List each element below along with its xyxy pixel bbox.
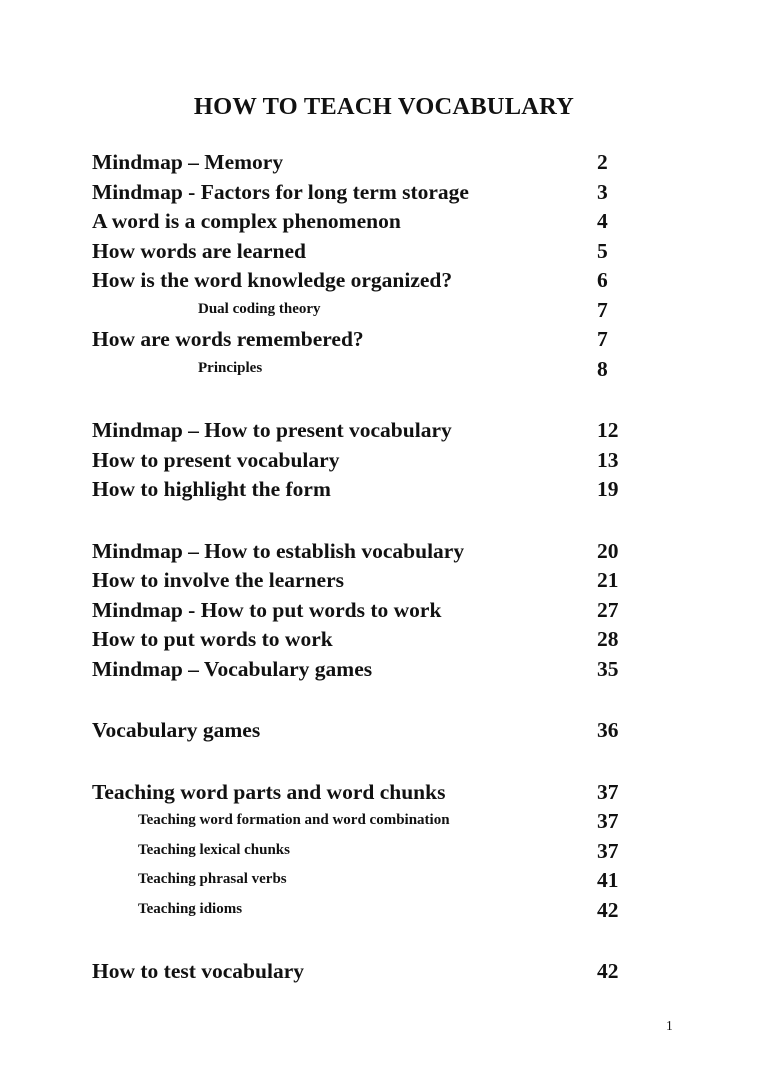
toc-entry-label: Teaching lexical chunks [138, 841, 290, 858]
toc-entry-page: 37 [597, 838, 619, 863]
toc-row [92, 207, 708, 237]
toc-entry-label: How is the word knowledge organized? [92, 268, 453, 292]
toc-row [92, 296, 708, 326]
toc-entry-page: 6 [597, 268, 608, 292]
toc-entry-label: Mindmap - Factors for long term storage [92, 179, 469, 204]
toc-entry-label: Teaching phrasal verbs [138, 871, 287, 887]
toc-row [92, 596, 708, 626]
toc-entry-page: 35 [597, 656, 619, 681]
toc-entry-page: 5 [597, 238, 608, 263]
toc-row [92, 957, 708, 987]
toc-entry-page: 42 [597, 959, 619, 983]
page-title: HOW TO TEACH VOCABULARY [193, 93, 575, 120]
toc-entry-label: Dual coding theory [198, 300, 321, 317]
toc-entry-label: Teaching word formation and word combination [138, 812, 450, 828]
toc-entry-page: 36 [597, 718, 619, 742]
toc-entry-label: How to highlight the form [92, 477, 331, 501]
toc-row [92, 625, 708, 655]
toc-entry-page: 21 [597, 568, 619, 592]
toc-entry-label: How words are learned [92, 238, 306, 263]
toc-row [92, 237, 708, 267]
toc-row [92, 837, 708, 867]
toc-row [92, 716, 708, 746]
toc-group [92, 148, 708, 384]
toc-entry-label: How to test vocabulary [92, 959, 304, 983]
toc-group [92, 957, 708, 987]
toc-row [92, 655, 708, 685]
toc-entry-page: 41 [597, 868, 619, 892]
toc-group [92, 778, 708, 926]
toc-row [92, 866, 708, 896]
toc-row [92, 178, 708, 208]
toc-entry-label: Mindmap – How to present vocabulary [92, 418, 452, 442]
toc-entry-label: How to put words to work [92, 627, 333, 651]
toc-entry-page: 28 [597, 627, 619, 651]
toc-entry-label: Vocabulary games [92, 718, 261, 742]
toc-row [92, 355, 708, 385]
page-number: 1 [666, 1018, 673, 1033]
toc-entry-page: 2 [597, 150, 608, 174]
toc-entry-label: Mindmap – Vocabulary games [92, 656, 373, 681]
toc-entry-page: 12 [597, 418, 619, 442]
toc-entry-label: Principles [198, 359, 263, 376]
toc-row [92, 896, 708, 926]
toc-entry-label: Teaching word parts and word chunks [92, 779, 446, 804]
toc-row [92, 446, 708, 476]
table-of-contents [0, 148, 768, 987]
toc-entry-label: How are words remembered? [92, 327, 364, 351]
toc-row [92, 537, 708, 567]
toc-group [92, 716, 708, 746]
toc-row [92, 148, 708, 178]
toc-entry-label: Teaching idioms [138, 900, 243, 917]
toc-entry-page: 20 [597, 538, 619, 563]
toc-entry-label: Mindmap – How to establish vocabulary [92, 538, 465, 563]
toc-entry-label: How to present vocabulary [92, 447, 340, 472]
toc-entry-label: Mindmap – Memory [92, 150, 284, 174]
toc-entry-page: 7 [597, 327, 608, 351]
toc-row [92, 325, 708, 355]
toc-entry-page: 37 [597, 809, 619, 833]
toc-row [92, 266, 708, 296]
toc-entry-page: 7 [597, 297, 608, 322]
toc-entry-page: 8 [597, 356, 608, 381]
toc-row [92, 475, 708, 505]
toc-entry-page: 3 [597, 179, 608, 204]
toc-group [92, 416, 708, 505]
toc-entry-label: A word is a complex phenomenon [92, 209, 401, 233]
toc-entry-label: How to involve the learners [92, 568, 344, 592]
toc-entry-page: 13 [597, 447, 619, 472]
toc-row [92, 778, 708, 808]
toc-entry-page: 4 [597, 209, 608, 233]
toc-row [92, 566, 708, 596]
toc-group [92, 537, 708, 685]
toc-entry-label: Mindmap - How to put words to work [92, 597, 442, 622]
toc-entry-page: 19 [597, 477, 619, 501]
toc-row [92, 807, 708, 837]
toc-entry-page: 42 [597, 897, 619, 922]
toc-entry-page: 27 [597, 597, 619, 622]
toc-row [92, 416, 708, 446]
toc-entry-page: 37 [597, 779, 619, 804]
